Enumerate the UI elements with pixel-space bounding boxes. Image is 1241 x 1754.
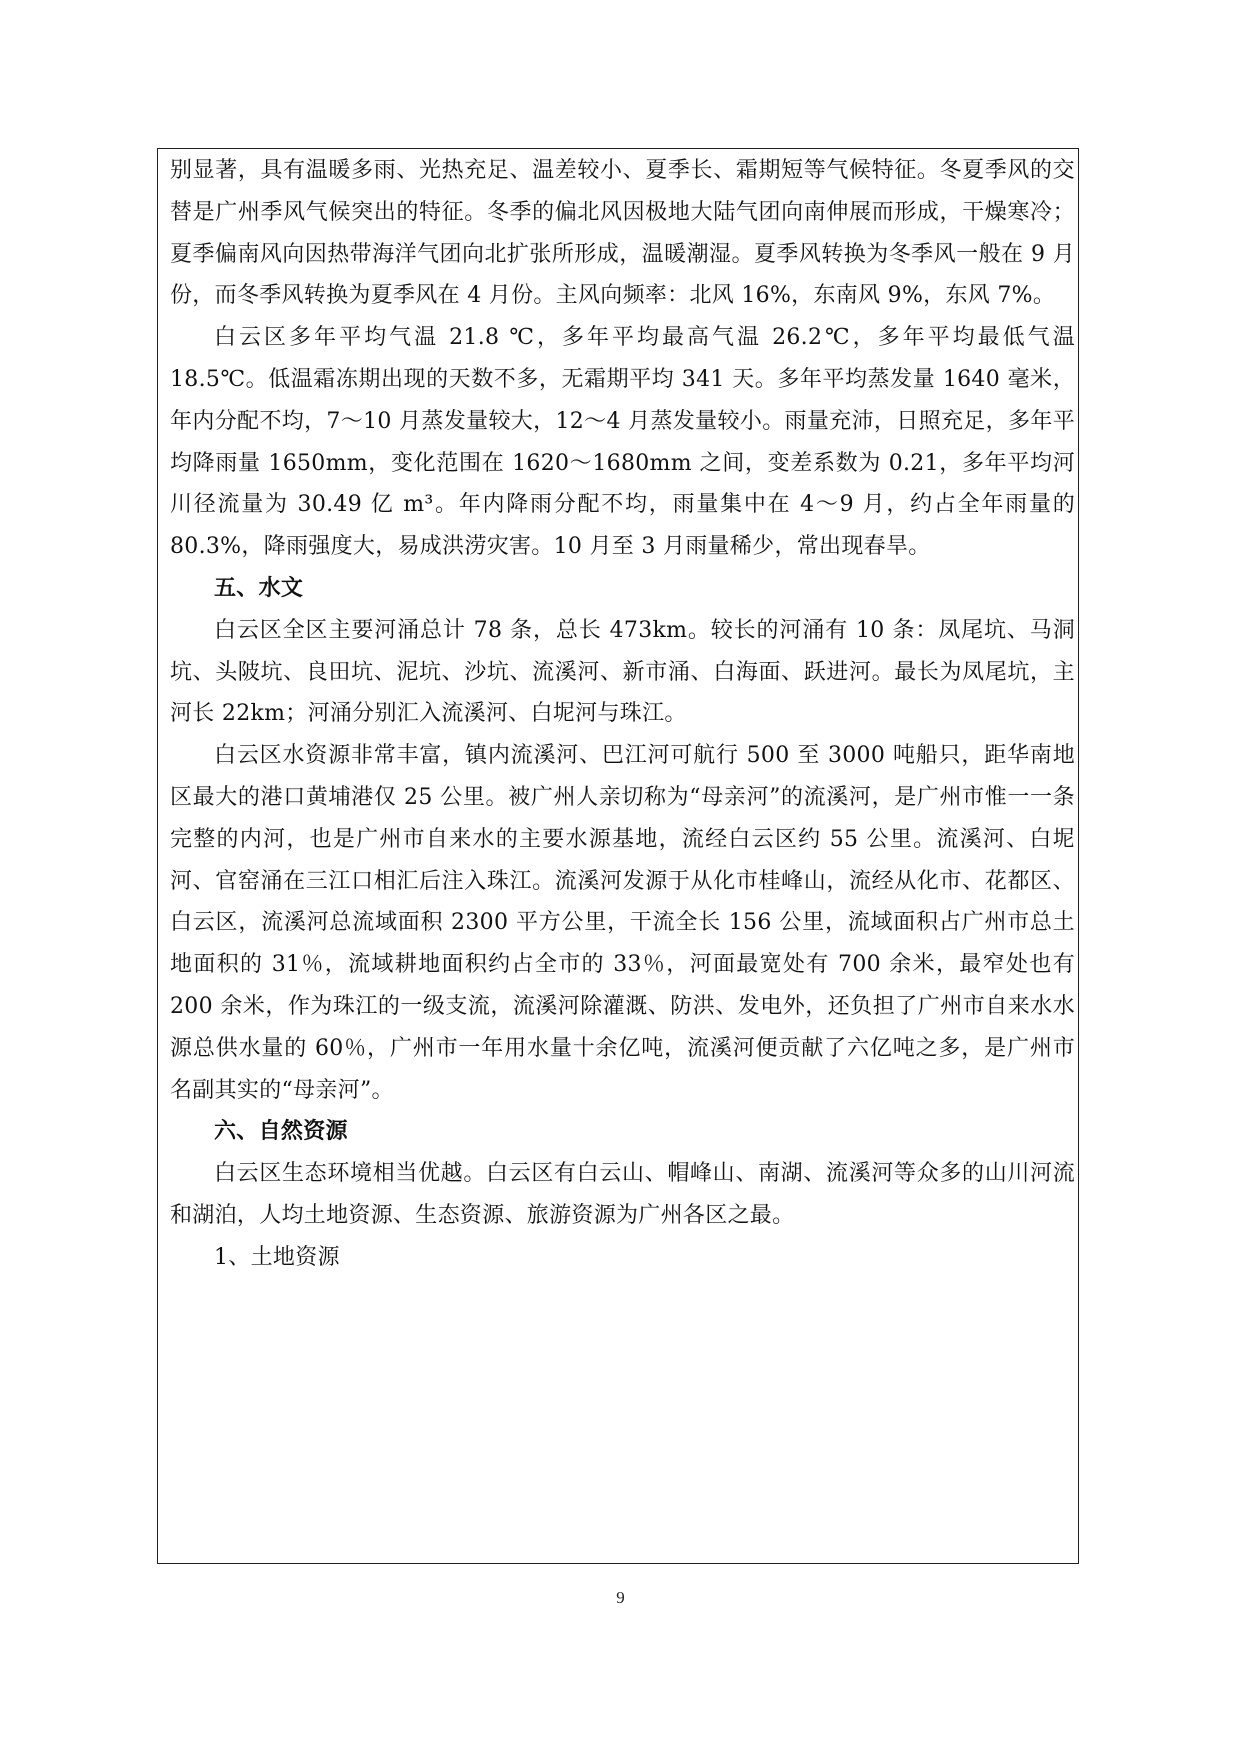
subheading-land-resources: 1、土地资源 [214,1244,340,1270]
page-number: 9 [616,1588,625,1607]
section-heading-hydrology: 五、水文 [214,574,304,601]
paragraph-water-resources: 白云区水资源非常丰富，镇内流溪河、巴江河可航行 500 至 3000 吨船只，距华南地区最大的港口黄埔港仅 25 公里。被广州人亲切称为“母亲河”的流溪河，是广州市惟一一条完整的内河，也是广州市自来水的主要水源基地，流经白云区约 55 公里。流溪河、白坭河、官窑涌在三江口相汇后注入珠江。流溪河发源于从化市桂峰山，流经从化市、花都区、白云区，流溪河总流域面积 2300 平方公里，干流全长 156 公里，流域面积占广州市总土地面积的 31％，流域耕地面积约占全市的 33％，河面最宽处有 700 余米，最窄处也有 200 余米，作为珠江的一级支流，流溪河除灌溉、防洪、发电外，还负担了广州市自来水水源总供水量的 60％，广州市一年用水量十余亿吨，流溪河便贡献了六亿吨之多，是广州市名副其实的“母亲河”。 [170,743,1075,1103]
paragraph-rivers: 白云区全区主要河涌总计 78 条，总长 473km。较长的河涌有 10 条：凤尾坑、马洞坑、头陂坑、良田坑、泥坑、沙坑、流溪河、新市涌、白海面、跃进河。最长为凤尾坑，主河长 22km；河涌分别汇入流溪河、白坭河与珠江。 [170,617,1075,727]
paragraph-ecology: 白云区生态环境相当优越。白云区有白云山、帽峰山、南湖、流溪河等众多的山川河流和湖泊，人均土地资源、生态资源、旅游资源为广州各区之最。 [170,1161,1075,1228]
paragraph-climate-continued: 别显著，具有温暖多雨、光热充足、温差较小、夏季长、霜期短等气候特征。冬夏季风的交替是广州季风气候突出的特征。冬季的偏北风因极地大陆气团向南伸展而形成，干燥寒冷；夏季偏南风向因热带海洋气团向北扩张所形成，温暖潮湿。夏季风转换为冬季风一般在 9 月份，而冬季风转换为夏季风在 4 月份。主风向频率：北风 16%，东南风 9%，东风 7%。 [170,158,1075,309]
paragraph-temperature: 白云区多年平均气温 21.8 ℃，多年平均最高气温 26.2℃，多年平均最低气温 18.5℃。低温霜冻期出现的天数不多，无霜期平均 341 天。多年平均蒸发量 1640 毫米，年内分配不均，7～10 月蒸发量较大，12～4 月蒸发量较小。雨量充沛，日照充足，多年平均降雨量 1650mm，变化范围在 1620～1680mm 之间，变差系数为 0.21，多年平均河川径流量为 30.49 亿 m³。年内降雨分配不均，雨量集中在 4～9 月，约占全年雨量的 80.3%，降雨强度大，易成洪涝灾害。10 月至 3 月雨量稀少，常出现春旱。 [170,325,1075,560]
document-body [170,150,1075,1279]
section-heading-natural-resources: 六、自然资源 [214,1118,348,1145]
